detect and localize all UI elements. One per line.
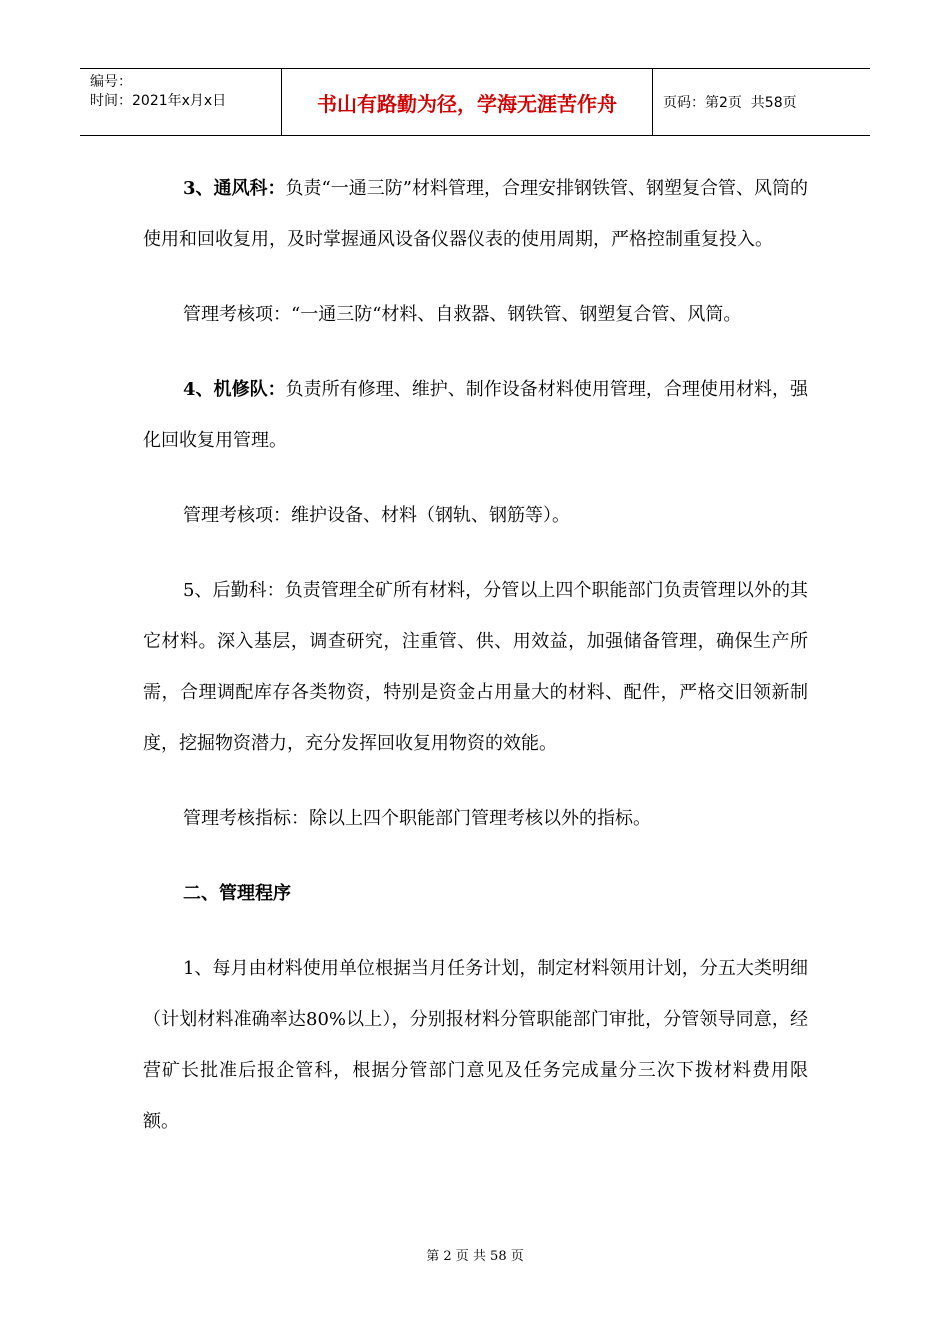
paragraph-text: 管理考核指标：除以上四个职能部门管理考核以外的指标。 bbox=[183, 808, 651, 829]
paragraph-repair-assessment bbox=[143, 490, 808, 541]
paragraph-repair-team bbox=[143, 364, 808, 466]
paragraph-text: 管理考核项：“一通三防“材料、自救器、钢铁管、钢塑复合管、风筒。 bbox=[183, 304, 742, 325]
paragraph-logistics-assessment bbox=[143, 793, 808, 844]
document-number-label: 编号： bbox=[90, 74, 132, 90]
page-header bbox=[80, 68, 870, 136]
paragraph-text: 负责“一通三防”材料管理，合理安排钢铁管、钢塑复合管、风筒的使用和回收复用，及时掌握通风设备仪器仪表的使用周期，严格控制重复投入。 bbox=[143, 178, 808, 250]
paragraph-heading: 4、机修队： bbox=[183, 379, 286, 400]
paragraph-text: 负责所有修理、维护、制作设备材料使用管理，合理使用材料，强化回收复用管理。 bbox=[143, 379, 808, 451]
section-heading: 二、管理程序 bbox=[183, 883, 291, 904]
paragraph-text: 管理考核项：维护设备、材料（钢轨、钢筋等）。 bbox=[183, 505, 570, 526]
page-footer bbox=[0, 1245, 950, 1264]
header-page-info bbox=[653, 69, 870, 135]
document-date: 时间：2021年x月x日 bbox=[90, 93, 227, 109]
paragraph-text: 5、后勤科：负责管理全矿所有材料，分管以上四个职能部门负责管理以外的其它材料。深入基层，调查研究，注重管、供、用效益，加强储备管理，确保生产所需，合理调配库存各类物资，特别是资金占用量大的材料、配件，严格交旧领新制度，挖掘物资潜力，充分发挥回收复用物资的效能。 bbox=[143, 580, 808, 754]
header-motto: 书山有路勤为径，学海无涯苦作舟 bbox=[282, 69, 653, 135]
paragraph-ventilation bbox=[143, 163, 808, 265]
header-meta bbox=[80, 69, 282, 135]
section-heading-management-procedure bbox=[143, 868, 808, 919]
paragraph-ventilation-assessment bbox=[143, 289, 808, 340]
paragraph-text: 1、每月由材料使用单位根据当月任务计划，制定材料领用计划，分五大类明细（计划材料准确率达80%以上），分别报材料分管职能部门审批，分管领导同意，经营矿长批准后报企管科，根据分管部门意见及任务完成量分三次下拨材料费用限额。 bbox=[143, 958, 808, 1132]
paragraph-heading: 3、通风科： bbox=[183, 178, 286, 199]
header-page-info-text: 页码：第2页 共58页 bbox=[663, 95, 797, 111]
paragraph-logistics bbox=[143, 565, 808, 769]
footer-page-number: 第 2 页 共 58 页 bbox=[426, 1249, 524, 1264]
document-body bbox=[143, 163, 808, 1147]
paragraph-procedure-1 bbox=[143, 943, 808, 1147]
